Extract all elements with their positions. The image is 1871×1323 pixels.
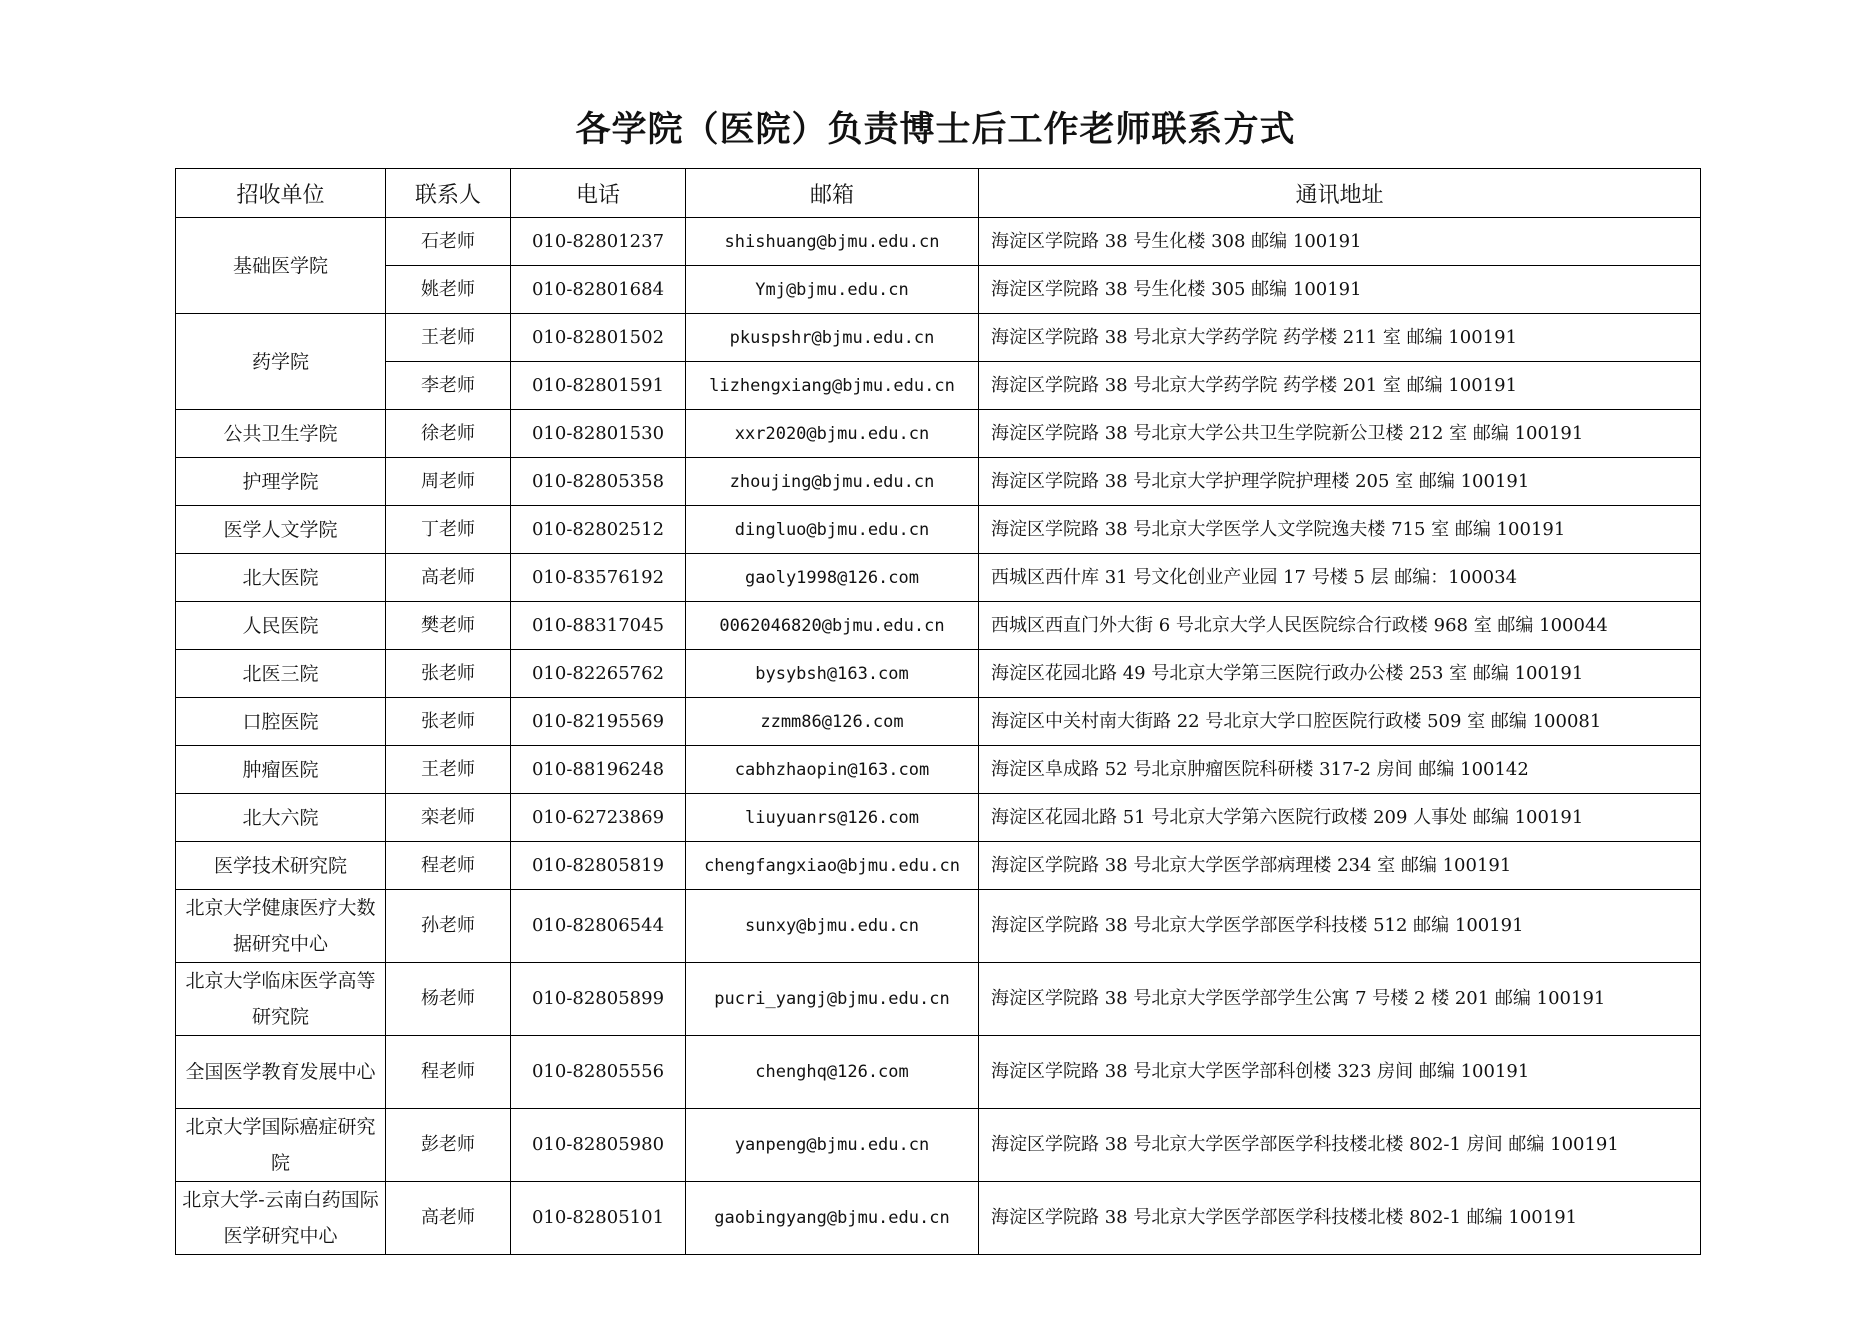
unit-cell: 全国医学教育发展中心 [176,1036,386,1109]
header-contact: 联系人 [386,169,511,218]
phone-cell: 010-62723869 [511,794,686,842]
table-row [176,746,1701,794]
unit-cell: 医学人文学院 [176,506,386,554]
contact-cell: 程老师 [386,842,511,890]
contact-cell: 孙老师 [386,890,511,963]
email-cell: zhoujing@bjmu.edu.cn [686,458,979,506]
contact-cell: 栾老师 [386,794,511,842]
unit-cell: 北大医院 [176,554,386,602]
contact-cell: 张老师 [386,698,511,746]
table-row [176,1182,1701,1255]
unit-cell: 人民医院 [176,602,386,650]
address-cell: 西城区西什库 31 号文化创业产业园 17 号楼 5 层 邮编：100034 [979,554,1701,602]
phone-cell: 010-82801684 [511,266,686,314]
contact-cell: 王老师 [386,746,511,794]
address-cell: 海淀区阜成路 52 号北京肿瘤医院科研楼 317-2 房间 邮编 100142 [979,746,1701,794]
email-cell: shishuang@bjmu.edu.cn [686,218,979,266]
unit-cell: 口腔医院 [176,698,386,746]
page-title: 各学院（医院）负责博士后工作老师联系方式 [575,110,1296,150]
unit-cell: 药学院 [176,314,386,410]
email-cell: gaobingyang@bjmu.edu.cn [686,1182,979,1255]
address-cell: 海淀区学院路 38 号北京大学药学院 药学楼 201 室 邮编 100191 [979,362,1701,410]
contacts-table [175,168,1701,1255]
phone-cell: 010-82801237 [511,218,686,266]
address-cell: 海淀区学院路 38 号生化楼 305 邮编 100191 [979,266,1701,314]
header-address: 通讯地址 [979,169,1701,218]
contact-cell: 石老师 [386,218,511,266]
table-row [176,458,1701,506]
address-cell: 海淀区学院路 38 号北京大学护理学院护理楼 205 室 邮编 100191 [979,458,1701,506]
phone-cell: 010-82805819 [511,842,686,890]
email-cell: pucri_yangj@bjmu.edu.cn [686,963,979,1036]
contact-cell: 丁老师 [386,506,511,554]
phone-cell: 010-82805980 [511,1109,686,1182]
email-cell: xxr2020@bjmu.edu.cn [686,410,979,458]
address-cell: 海淀区学院路 38 号北京大学医学部科创楼 323 房间 邮编 100191 [979,1036,1701,1109]
phone-cell: 010-82801502 [511,314,686,362]
address-cell: 海淀区中关村南大街路 22 号北京大学口腔医院行政楼 509 室 邮编 100081 [979,698,1701,746]
email-cell: 0062046820@bjmu.edu.cn [686,602,979,650]
header-unit: 招收单位 [176,169,386,218]
email-cell: yanpeng@bjmu.edu.cn [686,1109,979,1182]
phone-cell: 010-82801530 [511,410,686,458]
phone-cell: 010-82805556 [511,1036,686,1109]
phone-cell: 010-88317045 [511,602,686,650]
address-cell: 海淀区学院路 38 号北京大学医学部学生公寓 7 号楼 2 楼 201 邮编 100191 [979,963,1701,1036]
address-cell: 海淀区学院路 38 号北京大学医学部医学科技楼北楼 802-1 邮编 100191 [979,1182,1701,1255]
phone-cell: 010-88196248 [511,746,686,794]
address-cell: 海淀区花园北路 51 号北京大学第六医院行政楼 209 人事处 邮编 100191 [979,794,1701,842]
unit-cell: 公共卫生学院 [176,410,386,458]
email-cell: cabhzhaopin@163.com [686,746,979,794]
address-cell: 西城区西直门外大街 6 号北京大学人民医院综合行政楼 968 室 邮编 100044 [979,602,1701,650]
email-cell: chenghq@126.com [686,1036,979,1109]
email-cell: dingluo@bjmu.edu.cn [686,506,979,554]
email-cell: chengfangxiao@bjmu.edu.cn [686,842,979,890]
table-row [176,554,1701,602]
phone-cell: 010-82801591 [511,362,686,410]
unit-cell: 肿瘤医院 [176,746,386,794]
address-cell: 海淀区学院路 38 号北京大学公共卫生学院新公卫楼 212 室 邮编 100191 [979,410,1701,458]
table-row [176,650,1701,698]
header-email: 邮箱 [686,169,979,218]
unit-cell: 北京大学临床医学高等研究院 [176,963,386,1036]
header-phone: 电话 [511,169,686,218]
email-cell: bysybsh@163.com [686,650,979,698]
address-cell: 海淀区学院路 38 号北京大学医学人文学院逸夫楼 715 室 邮编 100191 [979,506,1701,554]
phone-cell: 010-82805358 [511,458,686,506]
address-cell: 海淀区学院路 38 号北京大学医学部医学科技楼 512 邮编 100191 [979,890,1701,963]
email-cell: pkuspshr@bjmu.edu.cn [686,314,979,362]
address-cell: 海淀区学院路 38 号北京大学医学部医学科技楼北楼 802-1 房间 邮编 100191 [979,1109,1701,1182]
table-row [176,410,1701,458]
contact-cell: 王老师 [386,314,511,362]
contact-cell: 李老师 [386,362,511,410]
table-row [176,1109,1701,1182]
phone-cell: 010-82195569 [511,698,686,746]
email-cell: liuyuanrs@126.com [686,794,979,842]
unit-cell: 护理学院 [176,458,386,506]
table-row [176,1036,1701,1109]
table-row [176,506,1701,554]
address-cell: 海淀区学院路 38 号北京大学药学院 药学楼 211 室 邮编 100191 [979,314,1701,362]
unit-cell: 北京大学-云南白药国际医学研究中心 [176,1182,386,1255]
table-row [176,842,1701,890]
contact-cell: 杨老师 [386,963,511,1036]
phone-cell: 010-82265762 [511,650,686,698]
contact-cell: 程老师 [386,1036,511,1109]
contact-cell: 姚老师 [386,266,511,314]
table-row [176,362,1701,410]
email-cell: lizhengxiang@bjmu.edu.cn [686,362,979,410]
unit-cell: 北京大学健康医疗大数据研究中心 [176,890,386,963]
contact-cell: 高老师 [386,1182,511,1255]
unit-cell: 医学技术研究院 [176,842,386,890]
contact-cell: 周老师 [386,458,511,506]
email-cell: gaoly1998@126.com [686,554,979,602]
table-row [176,890,1701,963]
address-cell: 海淀区学院路 38 号北京大学医学部病理楼 234 室 邮编 100191 [979,842,1701,890]
email-cell: zzmm86@126.com [686,698,979,746]
email-cell: sunxy@bjmu.edu.cn [686,890,979,963]
contact-cell: 彭老师 [386,1109,511,1182]
phone-cell: 010-82805899 [511,963,686,1036]
address-cell: 海淀区学院路 38 号生化楼 308 邮编 100191 [979,218,1701,266]
email-cell: Ymj@bjmu.edu.cn [686,266,979,314]
contact-cell: 张老师 [386,650,511,698]
address-cell: 海淀区花园北路 49 号北京大学第三医院行政办公楼 253 室 邮编 100191 [979,650,1701,698]
contact-cell: 徐老师 [386,410,511,458]
contact-cell: 樊老师 [386,602,511,650]
table-row [176,602,1701,650]
table-row [176,218,1701,266]
table-row [176,794,1701,842]
table-header-row [176,169,1701,218]
phone-cell: 010-82805101 [511,1182,686,1255]
unit-cell: 北京大学国际癌症研究院 [176,1109,386,1182]
phone-cell: 010-82806544 [511,890,686,963]
table-row [176,266,1701,314]
table-row [176,314,1701,362]
unit-cell: 基础医学院 [176,218,386,314]
phone-cell: 010-83576192 [511,554,686,602]
table-row [176,698,1701,746]
unit-cell: 北大六院 [176,794,386,842]
table-row [176,963,1701,1036]
unit-cell: 北医三院 [176,650,386,698]
contact-cell: 高老师 [386,554,511,602]
phone-cell: 010-82802512 [511,506,686,554]
